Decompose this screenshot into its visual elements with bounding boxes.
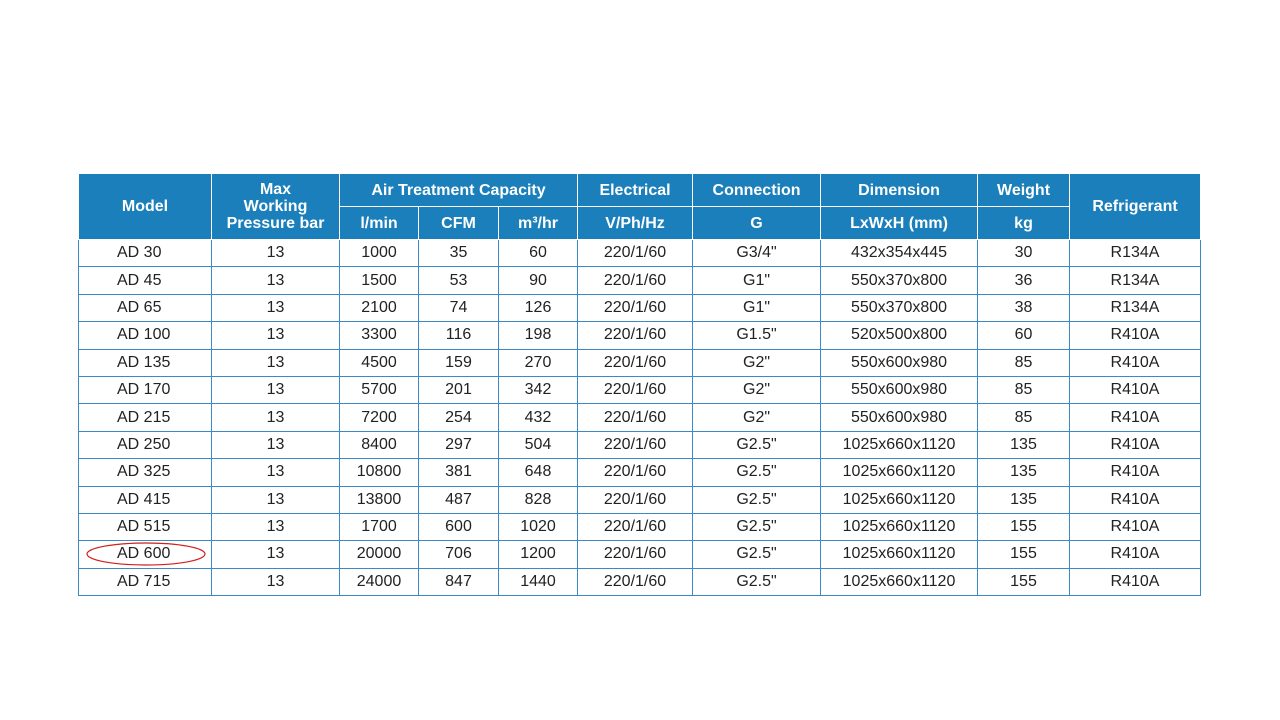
table-row <box>79 568 1201 595</box>
cell-connection: G2.5" <box>693 568 821 595</box>
cell-weight: 85 <box>978 376 1070 403</box>
cell-electrical: 220/1/60 <box>578 322 693 349</box>
cell-dimension: 1025x660x1120 <box>821 486 978 513</box>
cell-cfm: 53 <box>419 267 499 294</box>
header-row-top <box>79 174 1201 207</box>
cell-dimension: 1025x660x1120 <box>821 541 978 568</box>
header-lmin: l/min <box>340 207 419 240</box>
cell-lmin: 20000 <box>340 541 419 568</box>
cell-electrical: 220/1/60 <box>578 568 693 595</box>
cell-dimension: 550x370x800 <box>821 294 978 321</box>
cell-pressure: 13 <box>212 322 340 349</box>
cell-weight: 135 <box>978 486 1070 513</box>
table-row <box>79 459 1201 486</box>
cell-lmin: 5700 <box>340 376 419 403</box>
cell-refrigerant: R134A <box>1070 294 1201 321</box>
cell-electrical: 220/1/60 <box>578 240 693 267</box>
header-max-pressure-line2: Working <box>243 198 308 215</box>
cell-connection: G2.5" <box>693 541 821 568</box>
cell-pressure: 13 <box>212 486 340 513</box>
cell-electrical: 220/1/60 <box>578 349 693 376</box>
cell-model <box>79 376 212 403</box>
header-connection-unit: G <box>693 207 821 240</box>
model-label: AD 600 <box>117 545 171 563</box>
cell-refrigerant: R410A <box>1070 349 1201 376</box>
cell-cfm: 116 <box>419 322 499 349</box>
cell-pressure: 13 <box>212 513 340 540</box>
cell-model <box>79 349 212 376</box>
cell-m3hr: 432 <box>499 404 578 431</box>
cell-refrigerant: R410A <box>1070 541 1201 568</box>
cell-weight: 85 <box>978 349 1070 376</box>
table-row <box>79 322 1201 349</box>
cell-cfm: 201 <box>419 376 499 403</box>
cell-weight: 60 <box>978 322 1070 349</box>
cell-electrical: 220/1/60 <box>578 376 693 403</box>
cell-lmin: 10800 <box>340 459 419 486</box>
header-max-pressure-line3: Pressure bar <box>226 215 325 232</box>
table-row <box>79 486 1201 513</box>
cell-cfm: 487 <box>419 486 499 513</box>
header-vphhz: V/Ph/Hz <box>578 207 693 240</box>
cell-connection: G2.5" <box>693 486 821 513</box>
cell-electrical: 220/1/60 <box>578 404 693 431</box>
cell-m3hr: 1020 <box>499 513 578 540</box>
cell-connection: G2" <box>693 376 821 403</box>
header-connection: Connection <box>693 174 821 207</box>
header-weight-unit: kg <box>978 207 1070 240</box>
cell-model <box>79 513 212 540</box>
cell-connection: G1" <box>693 267 821 294</box>
cell-refrigerant: R410A <box>1070 513 1201 540</box>
cell-m3hr: 126 <box>499 294 578 321</box>
cell-lmin: 7200 <box>340 404 419 431</box>
cell-electrical: 220/1/60 <box>578 459 693 486</box>
cell-m3hr: 90 <box>499 267 578 294</box>
cell-refrigerant: R410A <box>1070 404 1201 431</box>
cell-model <box>79 568 212 595</box>
model-label: AD 45 <box>117 271 162 289</box>
cell-weight: 85 <box>978 404 1070 431</box>
cell-refrigerant: R410A <box>1070 486 1201 513</box>
header-max-pressure <box>212 174 340 240</box>
table-row <box>79 513 1201 540</box>
model-label: AD 250 <box>117 435 171 453</box>
cell-model <box>79 267 212 294</box>
model-label: AD 325 <box>117 463 171 481</box>
cell-dimension: 432x354x445 <box>821 240 978 267</box>
cell-lmin: 8400 <box>340 431 419 458</box>
table-row <box>79 376 1201 403</box>
cell-cfm: 74 <box>419 294 499 321</box>
cell-connection: G2.5" <box>693 459 821 486</box>
cell-refrigerant: R410A <box>1070 376 1201 403</box>
cell-pressure: 13 <box>212 294 340 321</box>
cell-weight: 36 <box>978 267 1070 294</box>
cell-dimension: 1025x660x1120 <box>821 513 978 540</box>
table-body <box>79 240 1201 596</box>
model-label: AD 100 <box>117 326 171 344</box>
table-row <box>79 294 1201 321</box>
header-electrical: Electrical <box>578 174 693 207</box>
cell-lmin: 13800 <box>340 486 419 513</box>
cell-refrigerant: R134A <box>1070 240 1201 267</box>
cell-model <box>79 459 212 486</box>
cell-pressure: 13 <box>212 541 340 568</box>
table-row <box>79 431 1201 458</box>
cell-cfm: 159 <box>419 349 499 376</box>
cell-m3hr: 504 <box>499 431 578 458</box>
cell-pressure: 13 <box>212 459 340 486</box>
cell-refrigerant: R410A <box>1070 568 1201 595</box>
cell-refrigerant: R410A <box>1070 459 1201 486</box>
cell-lmin: 4500 <box>340 349 419 376</box>
cell-refrigerant: R410A <box>1070 322 1201 349</box>
cell-lmin: 2100 <box>340 294 419 321</box>
cell-cfm: 600 <box>419 513 499 540</box>
cell-dimension: 1025x660x1120 <box>821 568 978 595</box>
cell-connection: G2.5" <box>693 431 821 458</box>
model-label: AD 135 <box>117 353 171 371</box>
cell-dimension: 550x600x980 <box>821 404 978 431</box>
header-dimension: Dimension <box>821 174 978 207</box>
cell-connection: G3/4" <box>693 240 821 267</box>
cell-model <box>79 294 212 321</box>
cell-model <box>79 322 212 349</box>
model-label: AD 65 <box>117 298 162 316</box>
header-refrigerant: Refrigerant <box>1070 174 1201 240</box>
cell-model <box>79 431 212 458</box>
cell-dimension: 1025x660x1120 <box>821 459 978 486</box>
cell-m3hr: 198 <box>499 322 578 349</box>
cell-connection: G2" <box>693 349 821 376</box>
cell-m3hr: 270 <box>499 349 578 376</box>
cell-pressure: 13 <box>212 404 340 431</box>
cell-electrical: 220/1/60 <box>578 486 693 513</box>
cell-lmin: 1700 <box>340 513 419 540</box>
header-model: Model <box>79 174 212 240</box>
cell-cfm: 706 <box>419 541 499 568</box>
cell-lmin: 3300 <box>340 322 419 349</box>
cell-model <box>79 486 212 513</box>
cell-m3hr: 60 <box>499 240 578 267</box>
cell-pressure: 13 <box>212 568 340 595</box>
table-row <box>79 404 1201 431</box>
cell-pressure: 13 <box>212 349 340 376</box>
cell-weight: 155 <box>978 541 1070 568</box>
model-label: AD 170 <box>117 381 171 399</box>
header-max-pressure-line1: Max <box>259 181 292 198</box>
cell-dimension: 550x370x800 <box>821 267 978 294</box>
cell-pressure: 13 <box>212 376 340 403</box>
cell-pressure: 13 <box>212 267 340 294</box>
cell-pressure: 13 <box>212 240 340 267</box>
model-label: AD 415 <box>117 490 171 508</box>
cell-cfm: 847 <box>419 568 499 595</box>
table-row <box>79 240 1201 267</box>
header-weight: Weight <box>978 174 1070 207</box>
header-dimension-unit: LxWxH (mm) <box>821 207 978 240</box>
model-label: AD 515 <box>117 518 171 536</box>
cell-model <box>79 240 212 267</box>
cell-connection: G1.5" <box>693 322 821 349</box>
cell-weight: 155 <box>978 513 1070 540</box>
cell-weight: 30 <box>978 240 1070 267</box>
cell-weight: 155 <box>978 568 1070 595</box>
cell-weight: 135 <box>978 459 1070 486</box>
cell-connection: G1" <box>693 294 821 321</box>
cell-dimension: 520x500x800 <box>821 322 978 349</box>
cell-electrical: 220/1/60 <box>578 513 693 540</box>
cell-refrigerant: R134A <box>1070 267 1201 294</box>
cell-electrical: 220/1/60 <box>578 541 693 568</box>
cell-weight: 38 <box>978 294 1070 321</box>
cell-electrical: 220/1/60 <box>578 431 693 458</box>
cell-cfm: 381 <box>419 459 499 486</box>
cell-cfm: 35 <box>419 240 499 267</box>
cell-model <box>79 404 212 431</box>
table-row <box>79 267 1201 294</box>
cell-dimension: 550x600x980 <box>821 376 978 403</box>
cell-lmin: 1500 <box>340 267 419 294</box>
table-header <box>79 174 1201 240</box>
cell-m3hr: 1440 <box>499 568 578 595</box>
cell-lmin: 1000 <box>340 240 419 267</box>
model-label: AD 30 <box>117 244 162 262</box>
cell-m3hr: 1200 <box>499 541 578 568</box>
model-label: AD 715 <box>117 572 171 590</box>
cell-weight: 135 <box>978 431 1070 458</box>
model-label: AD 215 <box>117 408 171 426</box>
cell-connection: G2.5" <box>693 513 821 540</box>
cell-dimension: 1025x660x1120 <box>821 431 978 458</box>
cell-dimension: 550x600x980 <box>821 349 978 376</box>
cell-pressure: 13 <box>212 431 340 458</box>
cell-m3hr: 342 <box>499 376 578 403</box>
cell-model <box>79 541 212 568</box>
header-m3hr: m³/hr <box>499 207 578 240</box>
table-row <box>79 349 1201 376</box>
header-air-treatment: Air Treatment Capacity <box>340 174 578 207</box>
cell-connection: G2" <box>693 404 821 431</box>
table-row <box>79 541 1201 568</box>
cell-m3hr: 828 <box>499 486 578 513</box>
header-cfm: CFM <box>419 207 499 240</box>
cell-electrical: 220/1/60 <box>578 294 693 321</box>
cell-cfm: 297 <box>419 431 499 458</box>
spec-table <box>78 173 1201 596</box>
cell-m3hr: 648 <box>499 459 578 486</box>
cell-electrical: 220/1/60 <box>578 267 693 294</box>
cell-refrigerant: R410A <box>1070 431 1201 458</box>
cell-lmin: 24000 <box>340 568 419 595</box>
cell-cfm: 254 <box>419 404 499 431</box>
